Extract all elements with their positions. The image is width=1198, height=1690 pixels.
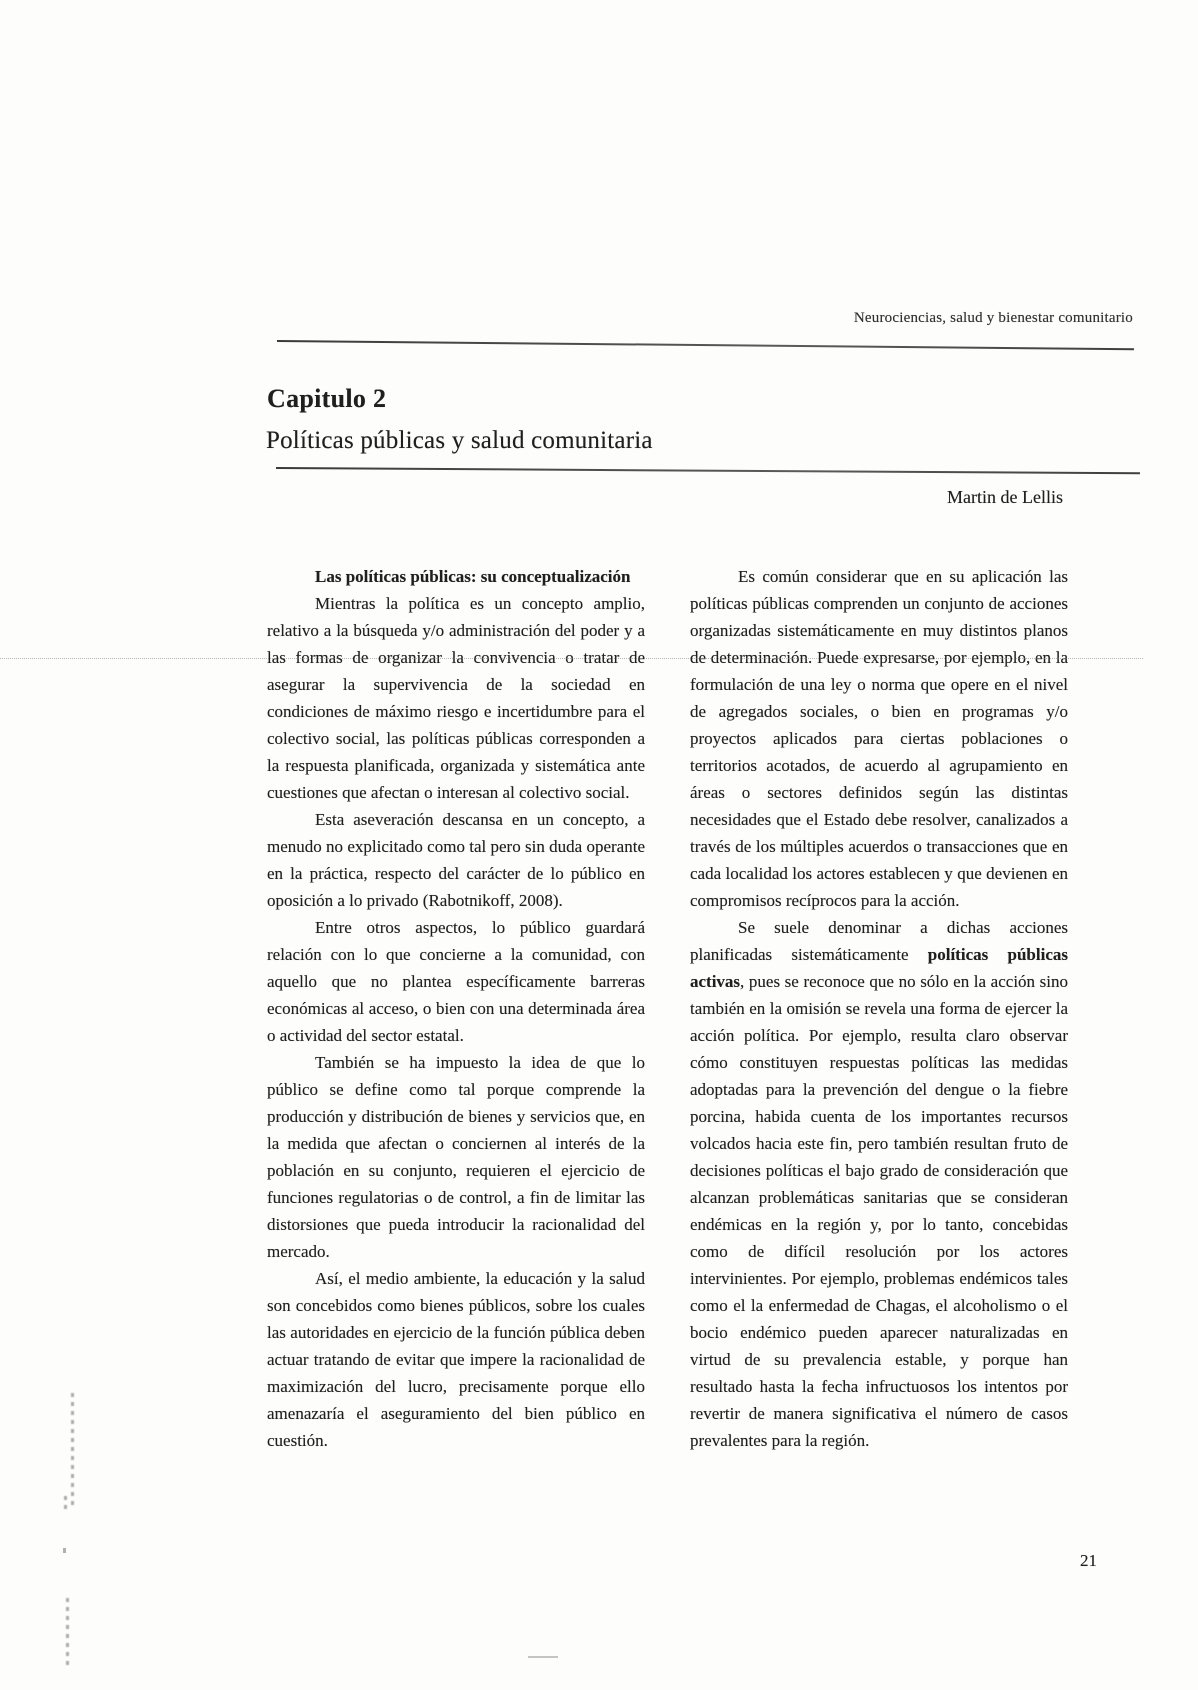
paragraph (690, 914, 1068, 1454)
paragraph: También se ha impuesto la idea de que lo público se define como tal porque comprende la producción y distribución de bienes y servicios que, en la medida que afectan o conciernen al interés de la población en su conjunto, requieren el ejercicio de funciones regulatorias o de control, a fin de limitar las distorsiones que pueda introducir la racionalidad del mercado. (267, 1053, 645, 1261)
title-rule (276, 467, 1140, 474)
scan-artifact-dash (528, 1656, 558, 1658)
paragraph: Así, el medio ambiente, la educación y la salud son concebidos como bienes públicos, sobre los cuales las autoridades en ejercicio de la función pública deben actuar tratando de evitar que impere la racionalidad de maximización del lucro, precisamente porque ello amenazaría el aseguramiento del bien público en cuestión. (267, 1269, 645, 1450)
scan-artifact-dotted-line (0, 658, 1143, 659)
paragraph-text: , pues se reconoce que no sólo en la acción sino también en la omisión se revela una forma de ejercer la acción política. Por ejemplo, resulta claro observar cómo constituyen respuestas políticas las medidas adoptadas para la prevención del dengue o la fiebre porcina, habida cuenta de los importantes recursos volcados hacia este fin, pero también resultan fruto de decisiones políticas el bajo grado de consideración que alcanzan problemáticas sanitarias que se consideran endémicas en la región y, por lo tanto, concebidas como de difícil resolución por los actores intervinientes. Por ejemplo, problemas endémicos tales como el la enfermedad de Chagas, el alcoholismo o el bocio endémico pueden aparecer naturalizadas en virtud de su prevalencia estable, y porque han resultado hasta la fecha infructuosos los intentos por revertir de manera significativa el número de casos prevalentes para la región. (690, 972, 1068, 1450)
bold-term: políticas públicas activas (690, 945, 1068, 991)
left-column (267, 563, 645, 1454)
two-column-body (267, 563, 1068, 1454)
chapter-title: Políticas públicas y salud comunitaria (266, 427, 653, 454)
author-byline: Martin de Lellis (947, 487, 1063, 507)
right-column (690, 563, 1068, 1454)
paragraph: Entre otros aspectos, lo público guardará relación con lo que concierne a la comunidad, con aquello que no plantea específicamente barreras económicas al acceso, o bien con una determinada área o actividad del sector estatal. (267, 918, 645, 1045)
scan-artifact-smudge (66, 1598, 69, 1670)
scan-artifact-smudge (64, 1496, 67, 1512)
page-number: 21 (1080, 1551, 1097, 1570)
section-heading: Las políticas públicas: su conceptualización (315, 567, 631, 586)
running-header: Neurociencias, salud y bienestar comunitario (853, 310, 1133, 326)
paragraph: Mientras la política es un concepto amplio, relativo a la búsqueda y/o administración del poder y a las formas de organizar la convivencia o tratar de asegurar la supervivencia de la sociedad en condiciones de máximo riesgo e incertidumbre para el colectivo social, las políticas públicas corresponden a la respuesta planificada, organizada y sistemática ante cuestiones que afectan o interesan al colectivo social. (267, 594, 645, 802)
chapter-label: Capitulo 2 (267, 384, 387, 413)
scan-artifact-smudge (71, 1393, 74, 1505)
scan-artifact-speck (63, 1548, 66, 1553)
paragraph: Es común considerar que en su aplicación las políticas públicas comprenden un conjunto de acciones organizadas sistemáticamente en muy distintos planos de determinación. Puede expresarse, por ejemplo, en la formulación de una ley o norma que opere en el nivel de agregados sociales, o bien en programas y/o proyectos aplicados para ciertas poblaciones o territorios acotados, de acuerdo al agrupamiento en áreas o sectores definidos según las distintas necesidades que el Estado debe resolver, canalizados a través de los múltiples acuerdos o transacciones que en cada localidad los actores establecen y que devienen en compromisos recíprocos para la acción. (690, 567, 1068, 910)
header-rule (277, 340, 1134, 350)
paragraph: Esta aseveración descansa en un concepto, a menudo no explicitado como tal pero sin duda operante en la práctica, respecto del carácter de lo público en oposición a lo privado (Rabotnikoff, 2008). (267, 810, 645, 910)
paragraph-text: Se suele denominar a dichas acciones planificadas sistemáticamente (690, 918, 1068, 964)
